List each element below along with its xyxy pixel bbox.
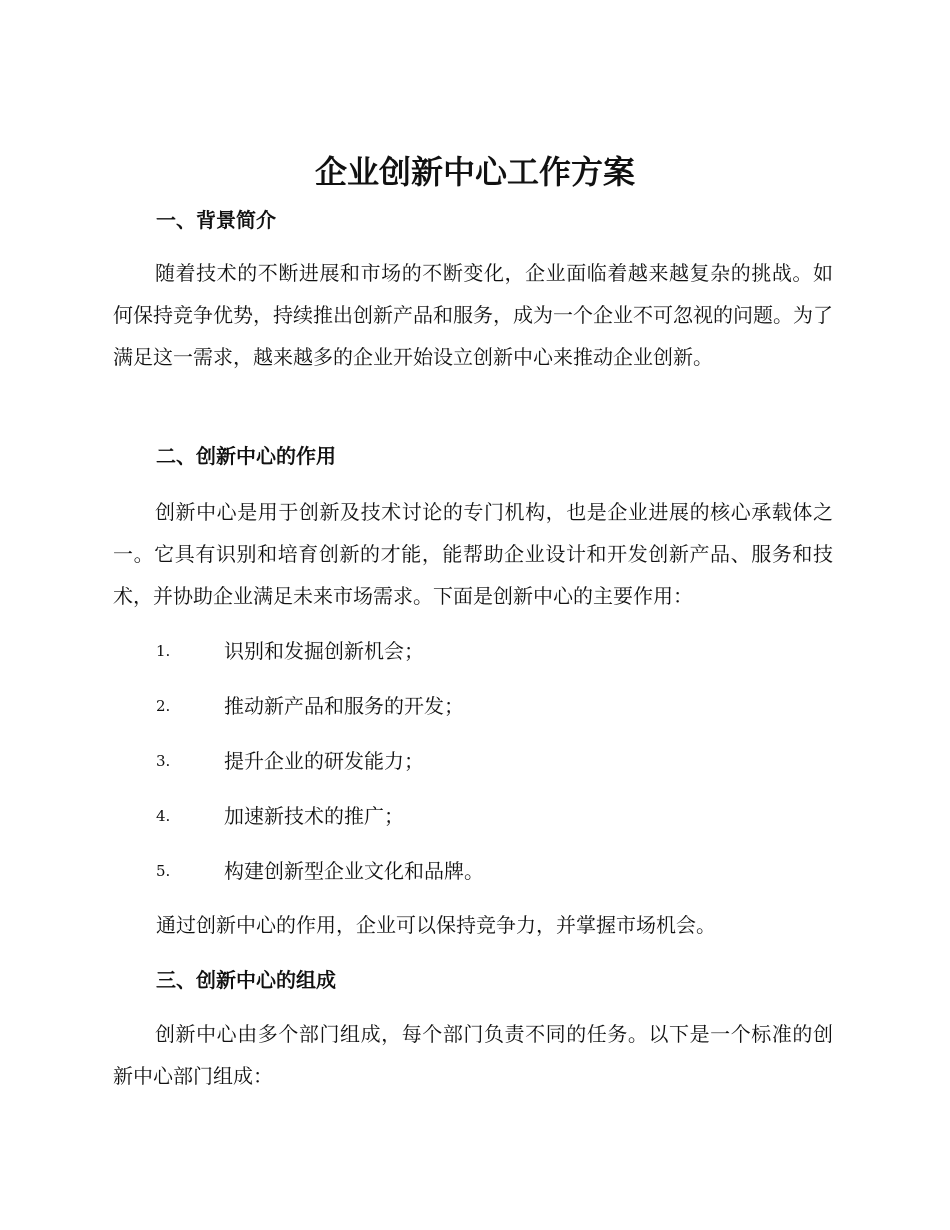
list-item-text: 提升企业的研发能力； [224, 749, 424, 773]
section-closing-role: 通过创新中心的作用，企业可以保持竞争力，并掌握市场机会。 [156, 913, 716, 937]
list-item-number: 1. [156, 642, 171, 660]
list-item-text: 构建创新型企业文化和品牌。 [224, 859, 484, 883]
list-item-text: 推动新产品和服务的开发； [224, 694, 464, 718]
list-item-number: 3. [156, 752, 171, 770]
list-item-number: 2. [156, 697, 171, 715]
section-paragraph-background: 随着技术的不断进展和市场的不断变化，企业面临着越来越复杂的挑战。如何保持竞争优势，持续推出创新产品和服务，成为一个企业不可忽视的问题。为了满足这一需求，越来越多的企业开始设立创新中心来推动企业创新。 [113, 261, 833, 369]
document-title: 企业创新中心工作方案 [314, 153, 635, 191]
section-heading-composition: 三、创新中心的组成 [156, 968, 336, 992]
list-item-number: 4. [156, 807, 171, 825]
list-item-text: 识别和发掘创新机会； [224, 639, 424, 663]
section-paragraph-role: 创新中心是用于创新及技术讨论的专门机构，也是企业进展的核心承载体之一。它具有识别和培育创新的才能，能帮助企业设计和开发创新产品、服务和技术，并协助企业满足未来市场需求。下面是创新中心的主要作用： [113, 500, 833, 608]
list-item-number: 5. [156, 862, 171, 880]
section-heading-background: 一、背景简介 [156, 208, 276, 232]
section-heading-role: 二、创新中心的作用 [156, 444, 336, 468]
list-item-text: 加速新技术的推广； [224, 804, 404, 828]
section-paragraph-composition: 创新中心由多个部门组成，每个部门负责不同的任务。以下是一个标准的创新中心部门组成： [113, 1022, 833, 1088]
